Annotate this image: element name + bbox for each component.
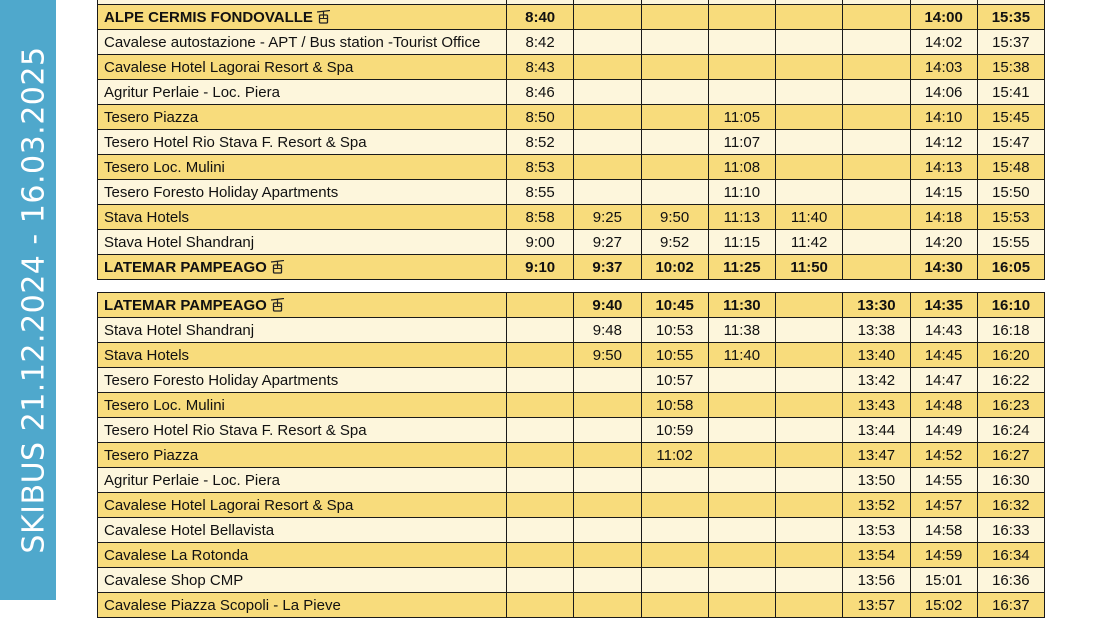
- departure-time: 15:35: [977, 5, 1044, 30]
- timetable-area: [97, 0, 1044, 618]
- departure-time: 15:55: [977, 230, 1044, 255]
- stop-label: LATEMAR PAMPEAGO: [104, 296, 267, 314]
- departure-time: 9:00: [507, 230, 574, 255]
- departure-time: [641, 568, 708, 593]
- departure-time: [641, 468, 708, 493]
- departure-time: 9:52: [641, 230, 708, 255]
- table-row: [98, 255, 1045, 280]
- departure-time: [843, 105, 910, 130]
- departure-time: [641, 493, 708, 518]
- departure-time: 10:57: [641, 368, 708, 393]
- departure-time: 14:35: [910, 293, 977, 318]
- departure-time: [776, 293, 843, 318]
- stop-label: Stava Hotel Shandranj: [104, 321, 255, 339]
- departure-time: 14:15: [910, 180, 977, 205]
- stop-name: [98, 105, 507, 130]
- departure-time: [641, 593, 708, 618]
- departure-time: 14:55: [910, 468, 977, 493]
- departure-time: 14:48: [910, 393, 977, 418]
- departure-time: [776, 105, 843, 130]
- stop-name: [98, 205, 507, 230]
- stop-name: [98, 30, 507, 55]
- stop-label: Cavalese Hotel Bellavista: [104, 521, 275, 539]
- table-row: [98, 368, 1045, 393]
- stop-name: [98, 155, 507, 180]
- departure-time: [708, 368, 775, 393]
- stop-name: [98, 368, 507, 393]
- stop-label: Cavalese Piazza Scopoli - La Pieve: [104, 596, 341, 614]
- stop-name: [98, 293, 507, 318]
- departure-time: 14:49: [910, 418, 977, 443]
- departure-time: 14:43: [910, 318, 977, 343]
- departure-time: 11:25: [708, 255, 775, 280]
- departure-time: 11:02: [641, 443, 708, 468]
- departure-time: 10:45: [641, 293, 708, 318]
- departure-time: [641, 5, 708, 30]
- stop-name: [98, 5, 507, 30]
- table-row: [98, 30, 1045, 55]
- stop-name: [98, 468, 507, 493]
- cable-car-icon: [317, 10, 330, 24]
- table-row: [98, 343, 1045, 368]
- departure-time: 8:43: [507, 55, 574, 80]
- departure-time: 16:33: [977, 518, 1044, 543]
- stop-label: Cavalese Hotel Lagorai Resort & Spa: [104, 496, 354, 514]
- departure-time: 14:47: [910, 368, 977, 393]
- departure-time: 16:27: [977, 443, 1044, 468]
- departure-time: [843, 230, 910, 255]
- table-row: [98, 443, 1045, 468]
- departure-time: [507, 568, 574, 593]
- departure-time: [776, 443, 843, 468]
- departure-time: [574, 105, 641, 130]
- departure-time: 14:12: [910, 130, 977, 155]
- departure-time: 13:56: [843, 568, 910, 593]
- departure-time: 11:15: [708, 230, 775, 255]
- departure-time: 8:58: [507, 205, 574, 230]
- departure-time: [843, 80, 910, 105]
- departure-time: [708, 468, 775, 493]
- departure-time: [507, 443, 574, 468]
- table-row: [98, 5, 1045, 30]
- departure-time: [574, 443, 641, 468]
- table-row: [98, 80, 1045, 105]
- departure-time: 15:41: [977, 80, 1044, 105]
- departure-time: 14:57: [910, 493, 977, 518]
- departure-time: [708, 543, 775, 568]
- departure-time: 15:37: [977, 30, 1044, 55]
- departure-time: [574, 80, 641, 105]
- stop-label: Cavalese autostazione - APT / Bus station -Tourist Office: [104, 33, 481, 51]
- departure-time: 8:42: [507, 30, 574, 55]
- stop-name: [98, 230, 507, 255]
- departure-time: [708, 518, 775, 543]
- departure-time: 9:25: [574, 205, 641, 230]
- departure-time: 14:30: [910, 255, 977, 280]
- table-row: [98, 518, 1045, 543]
- stop-label: Tesero Piazza: [104, 446, 199, 464]
- table-row: [98, 105, 1045, 130]
- departure-time: 13:44: [843, 418, 910, 443]
- departure-time: [641, 55, 708, 80]
- departure-time: [776, 593, 843, 618]
- departure-time: [507, 368, 574, 393]
- departure-time: [574, 418, 641, 443]
- departure-time: 11:50: [776, 255, 843, 280]
- departure-time: 15:53: [977, 205, 1044, 230]
- departure-time: 15:45: [977, 105, 1044, 130]
- departure-time: 13:42: [843, 368, 910, 393]
- stop-label: Cavalese Hotel Lagorai Resort & Spa: [104, 58, 354, 76]
- departure-time: [507, 293, 574, 318]
- departure-time: 9:40: [574, 293, 641, 318]
- departure-time: 9:10: [507, 255, 574, 280]
- departure-time: 13:43: [843, 393, 910, 418]
- stop-name: [98, 130, 507, 155]
- stop-label: Tesero Loc. Mulini: [104, 158, 225, 176]
- stop-name: [98, 55, 507, 80]
- departure-time: 16:20: [977, 343, 1044, 368]
- stop-name: [98, 593, 507, 618]
- departure-time: 14:10: [910, 105, 977, 130]
- stop-label: Agritur Perlaie - Loc. Piera: [104, 471, 280, 489]
- departure-time: [776, 518, 843, 543]
- departure-time: [708, 55, 775, 80]
- departure-time: [574, 568, 641, 593]
- departure-time: [507, 493, 574, 518]
- departure-time: [641, 155, 708, 180]
- departure-time: 8:46: [507, 80, 574, 105]
- stop-name: [98, 180, 507, 205]
- stop-name: [98, 568, 507, 593]
- departure-time: [574, 130, 641, 155]
- departure-time: [641, 130, 708, 155]
- departure-time: [776, 493, 843, 518]
- departure-time: [708, 80, 775, 105]
- departure-time: 13:47: [843, 443, 910, 468]
- departure-time: [641, 30, 708, 55]
- departure-time: [843, 255, 910, 280]
- departure-time: [776, 568, 843, 593]
- departure-time: [507, 343, 574, 368]
- table-row: [98, 493, 1045, 518]
- stop-label: Tesero Piazza: [104, 108, 199, 126]
- table-row: [98, 318, 1045, 343]
- timetable-outbound: [97, 0, 1045, 280]
- departure-time: [574, 593, 641, 618]
- stop-name: [98, 318, 507, 343]
- departure-time: [843, 180, 910, 205]
- cable-car-icon: [271, 298, 284, 312]
- departure-time: [708, 418, 775, 443]
- departure-time: 8:50: [507, 105, 574, 130]
- departure-time: 14:03: [910, 55, 977, 80]
- stop-name: [98, 418, 507, 443]
- departure-time: [641, 105, 708, 130]
- departure-time: [574, 518, 641, 543]
- departure-time: [843, 205, 910, 230]
- table-row: [98, 543, 1045, 568]
- departure-time: [776, 5, 843, 30]
- departure-time: 16:10: [977, 293, 1044, 318]
- departure-time: 14:18: [910, 205, 977, 230]
- departure-time: 8:40: [507, 5, 574, 30]
- departure-time: 9:50: [641, 205, 708, 230]
- departure-time: 13:57: [843, 593, 910, 618]
- departure-time: [776, 30, 843, 55]
- departure-time: 15:47: [977, 130, 1044, 155]
- departure-time: 14:00: [910, 5, 977, 30]
- table-row: [98, 180, 1045, 205]
- departure-time: 15:38: [977, 55, 1044, 80]
- departure-time: 14:52: [910, 443, 977, 468]
- timetable-return: [97, 292, 1045, 618]
- departure-time: [507, 593, 574, 618]
- departure-time: [776, 55, 843, 80]
- stop-label: Cavalese Shop CMP: [104, 571, 244, 589]
- departure-time: [776, 418, 843, 443]
- departure-time: 15:48: [977, 155, 1044, 180]
- departure-time: [708, 443, 775, 468]
- departure-time: [776, 130, 843, 155]
- departure-time: 15:01: [910, 568, 977, 593]
- departure-time: [708, 5, 775, 30]
- departure-time: 11:05: [708, 105, 775, 130]
- table-row: [98, 230, 1045, 255]
- departure-time: [708, 568, 775, 593]
- departure-time: [641, 543, 708, 568]
- departure-time: 11:40: [776, 205, 843, 230]
- departure-time: 16:22: [977, 368, 1044, 393]
- departure-time: [776, 368, 843, 393]
- stop-label: Tesero Hotel Rio Stava F. Resort & Spa: [104, 133, 367, 151]
- table-row: [98, 205, 1045, 230]
- table-row: [98, 568, 1045, 593]
- departure-time: 16:24: [977, 418, 1044, 443]
- stop-label: ALPE CERMIS FONDOVALLE: [104, 8, 313, 26]
- stop-name: [98, 80, 507, 105]
- departure-time: 13:40: [843, 343, 910, 368]
- departure-time: 11:07: [708, 130, 775, 155]
- departure-time: 16:05: [977, 255, 1044, 280]
- departure-time: [507, 418, 574, 443]
- departure-time: [507, 543, 574, 568]
- departure-time: 10:59: [641, 418, 708, 443]
- departure-time: 10:58: [641, 393, 708, 418]
- departure-time: 11:30: [708, 293, 775, 318]
- departure-time: [708, 593, 775, 618]
- departure-time: 14:45: [910, 343, 977, 368]
- departure-time: 14:06: [910, 80, 977, 105]
- stop-label: Tesero Loc. Mulini: [104, 396, 225, 414]
- departure-time: 9:27: [574, 230, 641, 255]
- departure-time: 16:36: [977, 568, 1044, 593]
- departure-time: [708, 493, 775, 518]
- departure-time: 9:48: [574, 318, 641, 343]
- departure-time: 13:38: [843, 318, 910, 343]
- cable-car-icon: [271, 260, 284, 274]
- departure-time: 9:37: [574, 255, 641, 280]
- departure-time: [641, 80, 708, 105]
- departure-time: 16:34: [977, 543, 1044, 568]
- departure-time: 13:52: [843, 493, 910, 518]
- departure-time: [708, 393, 775, 418]
- departure-time: 11:42: [776, 230, 843, 255]
- departure-time: 11:40: [708, 343, 775, 368]
- departure-time: [507, 518, 574, 543]
- departure-time: [776, 343, 843, 368]
- departure-time: [574, 180, 641, 205]
- table-row: [98, 393, 1045, 418]
- stop-name: [98, 343, 507, 368]
- departure-time: 14:13: [910, 155, 977, 180]
- departure-time: 13:54: [843, 543, 910, 568]
- departure-time: [776, 155, 843, 180]
- table-gap: [97, 280, 1044, 292]
- departure-time: [507, 468, 574, 493]
- departure-time: 13:53: [843, 518, 910, 543]
- departure-time: 11:08: [708, 155, 775, 180]
- table-row: [98, 418, 1045, 443]
- departure-time: 8:53: [507, 155, 574, 180]
- departure-time: [574, 393, 641, 418]
- departure-time: [574, 5, 641, 30]
- departure-time: [574, 468, 641, 493]
- departure-time: [843, 5, 910, 30]
- departure-time: [507, 393, 574, 418]
- stop-label: Tesero Foresto Holiday Apartments: [104, 371, 339, 389]
- table-row: [98, 293, 1045, 318]
- stop-name: [98, 543, 507, 568]
- departure-time: [708, 30, 775, 55]
- departure-time: 16:23: [977, 393, 1044, 418]
- stop-name: [98, 493, 507, 518]
- stop-name: [98, 518, 507, 543]
- departure-time: [507, 318, 574, 343]
- departure-time: 16:32: [977, 493, 1044, 518]
- departure-time: [574, 55, 641, 80]
- departure-time: 16:37: [977, 593, 1044, 618]
- departure-time: [776, 180, 843, 205]
- table-row: [98, 468, 1045, 493]
- stop-label: Cavalese La Rotonda: [104, 546, 249, 564]
- departure-time: [574, 30, 641, 55]
- departure-time: [641, 180, 708, 205]
- table-row: [98, 155, 1045, 180]
- departure-time: [843, 155, 910, 180]
- departure-time: 16:30: [977, 468, 1044, 493]
- stop-name: [98, 393, 507, 418]
- departure-time: [574, 543, 641, 568]
- departure-time: 13:50: [843, 468, 910, 493]
- departure-time: [776, 80, 843, 105]
- departure-time: 14:59: [910, 543, 977, 568]
- table-row: [98, 593, 1045, 618]
- departure-time: 10:53: [641, 318, 708, 343]
- stop-label: Stava Hotel Shandranj: [104, 233, 255, 251]
- departure-time: 13:30: [843, 293, 910, 318]
- departure-time: 14:02: [910, 30, 977, 55]
- departure-time: [776, 318, 843, 343]
- departure-time: 15:02: [910, 593, 977, 618]
- departure-time: [574, 155, 641, 180]
- departure-time: 14:58: [910, 518, 977, 543]
- departure-time: 11:13: [708, 205, 775, 230]
- stop-label: LATEMAR PAMPEAGO: [104, 258, 267, 276]
- departure-time: 11:38: [708, 318, 775, 343]
- stop-label: Tesero Hotel Rio Stava F. Resort & Spa: [104, 421, 367, 439]
- departure-time: [843, 55, 910, 80]
- stop-label: Tesero Foresto Holiday Apartments: [104, 183, 339, 201]
- departure-time: [776, 543, 843, 568]
- departure-time: 10:02: [641, 255, 708, 280]
- departure-time: 11:10: [708, 180, 775, 205]
- stop-label: Agritur Perlaie - Loc. Piera: [104, 83, 280, 101]
- departure-time: 9:50: [574, 343, 641, 368]
- departure-time: 14:20: [910, 230, 977, 255]
- stop-name: [98, 255, 507, 280]
- stop-name: [98, 443, 507, 468]
- departure-time: 10:55: [641, 343, 708, 368]
- departure-time: [776, 393, 843, 418]
- table-row: [98, 55, 1045, 80]
- departure-time: 8:55: [507, 180, 574, 205]
- stop-label: Stava Hotels: [104, 208, 190, 226]
- departure-time: [574, 368, 641, 393]
- table-row: [98, 130, 1045, 155]
- stop-label: Stava Hotels: [104, 346, 190, 364]
- departure-time: [776, 468, 843, 493]
- departure-time: [641, 518, 708, 543]
- departure-time: [843, 30, 910, 55]
- season-label: SKIBUS 21.12.2024 - 16.03.2025: [16, 46, 52, 554]
- departure-time: 8:52: [507, 130, 574, 155]
- departure-time: [843, 130, 910, 155]
- departure-time: 16:18: [977, 318, 1044, 343]
- departure-time: [574, 493, 641, 518]
- departure-time: 15:50: [977, 180, 1044, 205]
